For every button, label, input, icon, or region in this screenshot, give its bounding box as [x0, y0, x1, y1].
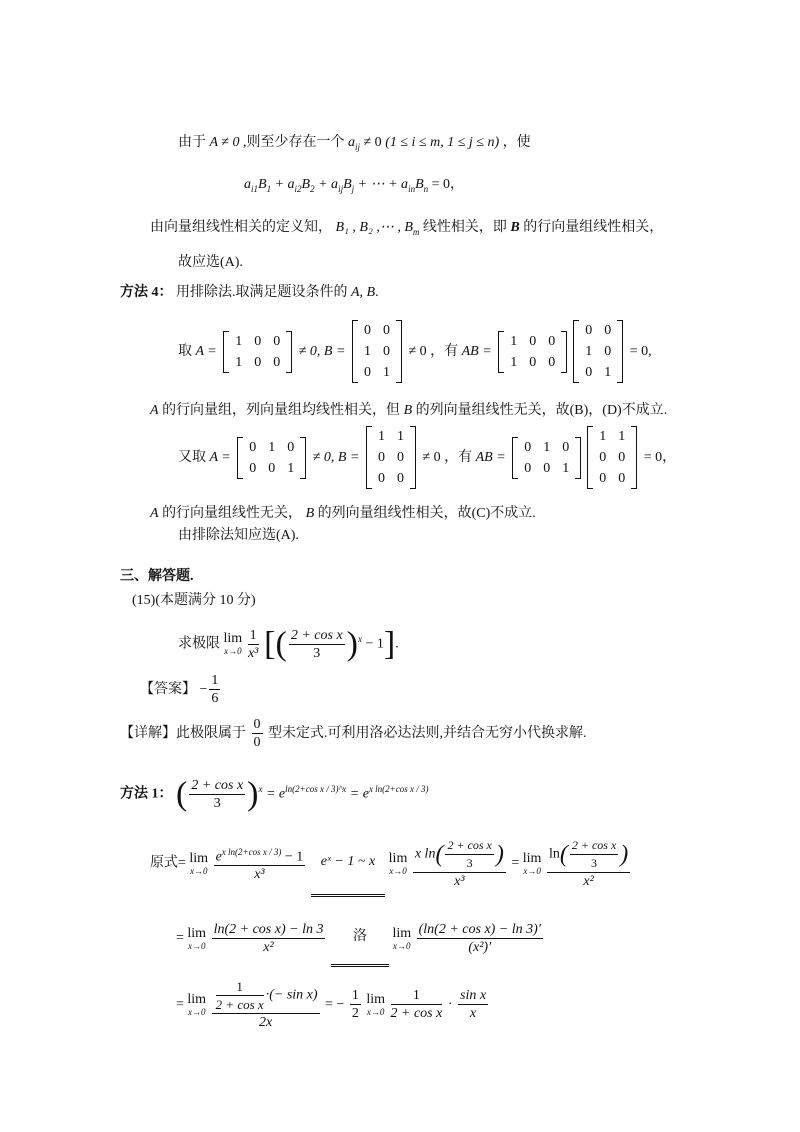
matrix-cell: 0: [543, 460, 551, 476]
frac-den: 6: [211, 691, 219, 707]
ex2-ne0: ≠ 0: [422, 450, 441, 465]
ex1c-A: A: [150, 403, 159, 418]
answer-line: [140, 668, 222, 712]
ex2c-B: B: [305, 506, 315, 521]
conclusion-text-3: 的行向量组线性相关，: [523, 220, 664, 235]
matrix-cell: 0: [524, 439, 532, 455]
lim-subscript: x→0: [187, 1006, 206, 1017]
matrix-cell: 0: [562, 439, 570, 455]
answer-sign: −: [199, 682, 208, 697]
vector-list: B₁ , B₂ ,⋯ , B: [335, 220, 413, 235]
step2-derivative-fraction: [417, 921, 543, 956]
step-3: [176, 972, 490, 1038]
frac-den: 0: [253, 735, 261, 751]
eq-sign-2: =: [511, 855, 520, 871]
method4-dot: .: [375, 285, 379, 300]
neg-sin: ·(− sin x): [265, 988, 318, 1003]
step1-fraction-1: [214, 844, 306, 884]
inner-den: 3: [591, 856, 598, 870]
exclusion-conclusion: 由排除法知应选(A).: [178, 528, 299, 543]
detail-label: 【详解】: [120, 726, 176, 741]
ex2-eq0: = 0，: [643, 450, 677, 465]
fraction-1-over-x3: [248, 627, 259, 662]
ex1-conclusion: [150, 402, 667, 420]
ex1c-text2: 的列向量组线性无关，故(B)，(D)不成立.: [415, 403, 668, 418]
equivalence-sign: eˣ − 1 ~ x: [311, 830, 385, 897]
ex1-take: 取: [178, 344, 192, 359]
ex1c-text1: 的行向量组，列向量组均线性相关，但: [162, 403, 401, 418]
combo-B1: B: [258, 177, 267, 192]
matrix-cell: 0: [396, 450, 404, 466]
step-2: [176, 910, 545, 964]
combo-sub-i2: i2: [294, 183, 302, 194]
ex2-conclusion: [150, 505, 536, 523]
matrix-row: [518, 437, 575, 458]
lim-text: lim: [223, 631, 243, 647]
frac-den: x³: [254, 867, 265, 883]
lim-subscript: x→0: [393, 940, 411, 951]
matrix-cell: 1: [363, 344, 371, 360]
frac-den: x³: [247, 645, 259, 661]
ex1-matrix-B2: [573, 320, 623, 383]
method4-label: 方法 4: [120, 285, 159, 300]
lim-text: lim: [189, 850, 209, 866]
one-over-2cos: [391, 987, 443, 1022]
method1-fraction: [189, 777, 245, 812]
eq-sign: =: [178, 855, 186, 871]
combo-sub-ij: ij: [338, 183, 344, 194]
limit-operator: [187, 993, 206, 1017]
matrix-cell: 0: [273, 354, 281, 370]
matrix-row: [593, 426, 631, 447]
exponent-1: ln(2+cos x / 3)^x: [285, 784, 347, 794]
power-x: x: [357, 634, 362, 644]
ex1-ne0: ≠ 0: [408, 344, 427, 359]
frac-num: 1: [391, 987, 443, 1005]
eq-sign: =: [176, 997, 184, 1012]
intro-text: 由于: [178, 135, 206, 150]
combo-plus1: + a: [271, 177, 295, 192]
inner-num: 2 + cos x: [570, 837, 618, 855]
linear-combination: [244, 176, 464, 198]
matrix-cell: 0: [604, 323, 612, 339]
matrix-cell: 1: [562, 460, 570, 476]
intro-line: [178, 134, 531, 156]
matrix-cell: 1: [510, 354, 518, 370]
conclusion-text-2: 线性相关，即: [422, 220, 507, 235]
eq-e-2: = e: [349, 786, 369, 802]
method1-label: 方法 1: [120, 786, 159, 802]
matrix-cell: 0: [377, 450, 385, 466]
lim-text: lim: [388, 850, 408, 866]
matrix-row: [243, 437, 300, 458]
fraction-2cos-over-3: [289, 627, 345, 662]
combo-plus3: + ⋯ + a: [354, 177, 409, 192]
lim-text: lim: [187, 925, 207, 941]
x-ln: x ln: [414, 846, 436, 862]
minus-one: − 1: [284, 849, 304, 865]
combo-eq: = 0，: [428, 177, 465, 192]
ex2-ne0B: ≠ 0, B =: [312, 450, 360, 465]
matrix-cell: 0: [396, 471, 404, 487]
matrix-cell: 0: [599, 450, 607, 466]
expr-dot: .: [395, 636, 399, 652]
ex2-matrix-B2: [587, 426, 637, 489]
matrix-row: [372, 426, 410, 447]
ex2-have: ，有: [444, 450, 473, 465]
problem-15-header: (15)(本题满分 10 分): [132, 593, 256, 608]
frac-num: 1: [211, 673, 219, 689]
frac-num: 2 + cos x: [290, 627, 343, 643]
detail-line: [120, 712, 587, 756]
combo-sub-i1: i1: [251, 183, 259, 194]
frac-num: (ln(2 + cos x) − ln 3)′: [418, 922, 541, 937]
ex2-AB-eq: AB =: [475, 450, 506, 465]
combo-Bj: B: [343, 177, 352, 192]
matrix-cell: 0: [249, 460, 257, 476]
intro-tail: ，使: [502, 135, 531, 150]
example-2: [178, 426, 676, 496]
answer-fraction: [209, 672, 220, 707]
matrix-row: [372, 447, 410, 468]
frac-den: x: [469, 1006, 477, 1022]
lim-subscript: x→0: [389, 865, 407, 876]
limit-operator: [187, 927, 206, 951]
matrix-cell: 0: [604, 344, 612, 360]
matrix-row: [229, 352, 286, 373]
matrix-cell: 1: [604, 365, 612, 381]
matrix-cell: 1: [235, 333, 243, 349]
combo-a1: a: [244, 177, 251, 192]
matrix-row: [593, 447, 631, 468]
matrix-cell: 1: [510, 333, 518, 349]
lim-text: lim: [522, 850, 542, 866]
half-fraction: [350, 987, 361, 1022]
frac-num: 1: [351, 988, 359, 1004]
step1-fraction-2: x ln( $\frac{\text{2 + cos x}}{3}$ ) x³: [414, 838, 504, 889]
aij-ne0: ≠ 0: [363, 135, 382, 150]
exponent-2: x ln(2+cos x / 3): [368, 784, 429, 794]
combo-plus2: + a: [314, 177, 339, 192]
section-heading: 三、解答题.: [120, 569, 194, 584]
detail-text-1: 此极限属于: [176, 726, 246, 741]
matrix-row: [504, 331, 561, 352]
detail-text-2: 型未定式.可利用洛必达法则,并结合无穷小代换求解.: [268, 726, 587, 741]
matrix-cell: 0: [377, 471, 385, 487]
matrix-cell: 0: [599, 471, 607, 487]
lim-subscript: x→0: [366, 1006, 385, 1017]
ex2c-text2: 的列向量组线性相关，故(C)不成立.: [317, 506, 536, 521]
matrix-row: [579, 341, 617, 362]
matrix-row: [358, 362, 396, 383]
matrix-cell: 0: [548, 333, 556, 349]
limit-operator-2: [389, 852, 408, 876]
matrix-cell: 1: [377, 429, 385, 445]
ex1-matrix-A2: [498, 331, 567, 373]
matrix-cell: 0: [529, 354, 537, 370]
eq-e-1: = e: [265, 786, 286, 802]
lim-subscript: x→0: [224, 646, 242, 657]
combo-B2: B: [301, 177, 311, 192]
ex2c-A: A: [150, 506, 159, 521]
lim-subscript: x→0: [187, 940, 206, 951]
sinx-over-x: [458, 987, 488, 1022]
matrix-row: [504, 352, 561, 373]
matrix-cell: 0: [382, 344, 390, 360]
ex2-matrix-A: [237, 437, 306, 479]
matrix-cell: 0: [254, 333, 262, 349]
ex2-matrix-B: [366, 426, 416, 489]
ex2-A-eq: A =: [209, 450, 231, 465]
frac-den: x²: [583, 874, 594, 889]
frac-den: 2: [351, 1006, 359, 1022]
e-exponent: x ln(2+cos x / 3): [221, 846, 282, 857]
aij-symbol: a: [347, 135, 355, 150]
conclusion-text: 由向量组线性相关的定义知，: [150, 220, 332, 235]
yuanshi-label: 原式: [150, 855, 178, 871]
step-1: [150, 830, 632, 894]
lim-text: lim: [366, 991, 385, 1007]
matrix-row: [243, 458, 300, 479]
matrix-cell: 1: [618, 429, 626, 445]
ex2c-text1: 的行向量组线性无关，: [162, 506, 303, 521]
matrix-cell: 0: [524, 460, 532, 476]
inner-num: 1: [216, 978, 264, 996]
combo-sub-in: in: [408, 183, 416, 194]
intro-text-2: ,则至少存在一个: [242, 135, 345, 150]
ex1-ne0B: ≠ 0, B =: [298, 344, 346, 359]
step1-fraction-3: ln( $\frac{\text{2 + cos x}}{3}$ ) x²: [548, 838, 629, 889]
matrix-cell: 0: [618, 450, 626, 466]
matrix-cell: 1: [543, 439, 551, 455]
matrix-cell: 1: [396, 429, 404, 445]
matrix-row: [593, 468, 631, 489]
matrix-cell: 0: [273, 333, 281, 349]
matrix-cell: 0: [585, 365, 593, 381]
ex1-AB-eq: AB =: [461, 344, 492, 359]
ex2-take: 又取: [178, 450, 206, 465]
ex1-A-eq: A =: [195, 344, 217, 359]
frac-den: 3: [313, 645, 321, 661]
frac-num: sin x: [460, 988, 487, 1004]
limit-operator-3: [523, 852, 542, 876]
combo-Bn-sub: n: [423, 183, 429, 194]
step3-fraction: [212, 978, 320, 1031]
matrix-row: [579, 320, 617, 341]
ex1-have: ，有: [430, 344, 459, 359]
answer-label: 【答案】: [140, 682, 196, 697]
matrix-cell: 0: [548, 354, 556, 370]
matrix-cell: 0: [618, 471, 626, 487]
method4-colon: ：: [158, 285, 173, 300]
conclusion-line: [150, 219, 663, 241]
limit-operator-2: [366, 993, 385, 1017]
matrix-cell: 1: [235, 354, 243, 370]
matrix-cell: 0: [287, 439, 295, 455]
matrix-cell: 1: [287, 460, 295, 476]
aij-subscript: ij: [354, 141, 360, 152]
lim-text: lim: [392, 925, 412, 941]
matrix-cell: 0: [363, 323, 371, 339]
ex1-eq0: = 0,: [629, 344, 652, 359]
power-x: x: [258, 784, 263, 794]
method1-colon: ：: [158, 786, 173, 802]
matrix-cell: 1: [382, 365, 390, 381]
limit-operator: [189, 852, 208, 876]
inner-den: 2 + cos x: [215, 997, 264, 1013]
times-dot: ·: [447, 997, 453, 1012]
matrix-cell: 0: [268, 460, 276, 476]
matrix-cell: 0: [585, 323, 593, 339]
ex2-matrix-A2: [512, 437, 581, 479]
frac-den: 2x: [258, 1015, 273, 1031]
matrix-cell: 1: [585, 344, 593, 360]
method4-text: 用排除法.取满足题设条件的: [176, 285, 348, 300]
limit-operator: [224, 632, 243, 656]
limit-operator-2: [392, 927, 411, 951]
inner-den: 3: [466, 856, 473, 870]
step2-fraction: [212, 921, 326, 956]
choose-answer-line: 故应选(A).: [178, 255, 243, 270]
matrix-cell: 0: [249, 439, 257, 455]
frac-den: 2 + cos x: [390, 1006, 443, 1022]
e-base: e: [215, 849, 222, 865]
method1-line: 方法 1： ( $\frac{\text{2 + cos x}}{3}$ )$^x = e^{ln(2+cos x / 3)\^{}x} = e^{x ln(2+cos x / 3)}$: [120, 775, 429, 813]
method4-line: [120, 284, 379, 302]
ex1c-B: B: [403, 403, 413, 418]
method4-AB: A, B: [351, 285, 376, 300]
matrix-row: [579, 362, 617, 383]
frac-num: 1: [249, 627, 257, 643]
vector-list-sub: m: [412, 226, 420, 237]
matrix-cell: 1: [268, 439, 276, 455]
eq-sign: =: [176, 930, 184, 946]
example-1: [178, 320, 652, 390]
frac-den: x³: [454, 874, 465, 889]
matrix-row: [372, 468, 410, 489]
problem-ask: 求极限: [178, 636, 220, 652]
matrix-cell: 1: [599, 429, 607, 445]
matrix-row: [518, 458, 575, 479]
ex1-matrix-A: [223, 331, 292, 373]
lim-subscript: x→0: [523, 865, 541, 876]
matrix-B-symbol: B: [510, 220, 520, 235]
eq-neg: = −: [325, 997, 345, 1012]
matrix-row: [358, 320, 396, 341]
combo-B2-sub: 2: [310, 183, 315, 194]
combo-Bj-sub: j: [351, 183, 355, 194]
intro-condition: A ≠ 0: [209, 135, 240, 150]
matrix-cell: 0: [363, 365, 371, 381]
problem-15-expression: 求极限 lim x→0 $\frac{1}{\text{x³}}$ [( $\frac{\text{2 + cos x}}{3}$ )$^x$ − 1].: [178, 625, 399, 663]
matrix-row: [358, 341, 396, 362]
matrix-cell: 0: [529, 333, 537, 349]
matrix-row: [229, 331, 286, 352]
zero-over-zero: [252, 716, 263, 751]
lim-subscript: x→0: [189, 865, 208, 876]
frac-den: 3: [213, 795, 221, 811]
frac-num: 2 + cos x: [191, 777, 244, 793]
matrix-cell: 0: [382, 323, 390, 339]
lim-text: lim: [187, 991, 207, 1007]
minus-one: − 1: [365, 636, 384, 652]
combo-B1-sub: 1: [266, 183, 272, 194]
frac-num: 0: [253, 717, 261, 733]
lhopital-sign: 洛: [331, 910, 389, 967]
ex1-matrix-B: [352, 320, 402, 383]
inner-num: 2 + cos x: [445, 837, 493, 855]
frac-num: ln(2 + cos x) − ln 3: [213, 922, 324, 937]
ln: ln: [548, 846, 560, 862]
combo-Bn: B: [415, 177, 424, 192]
frac-den: x²: [263, 940, 274, 955]
frac-den: (x²)′: [468, 940, 492, 955]
index-range: (1 ≤ i ≤ m, 1 ≤ j ≤ n): [385, 135, 500, 150]
matrix-cell: 0: [254, 354, 262, 370]
